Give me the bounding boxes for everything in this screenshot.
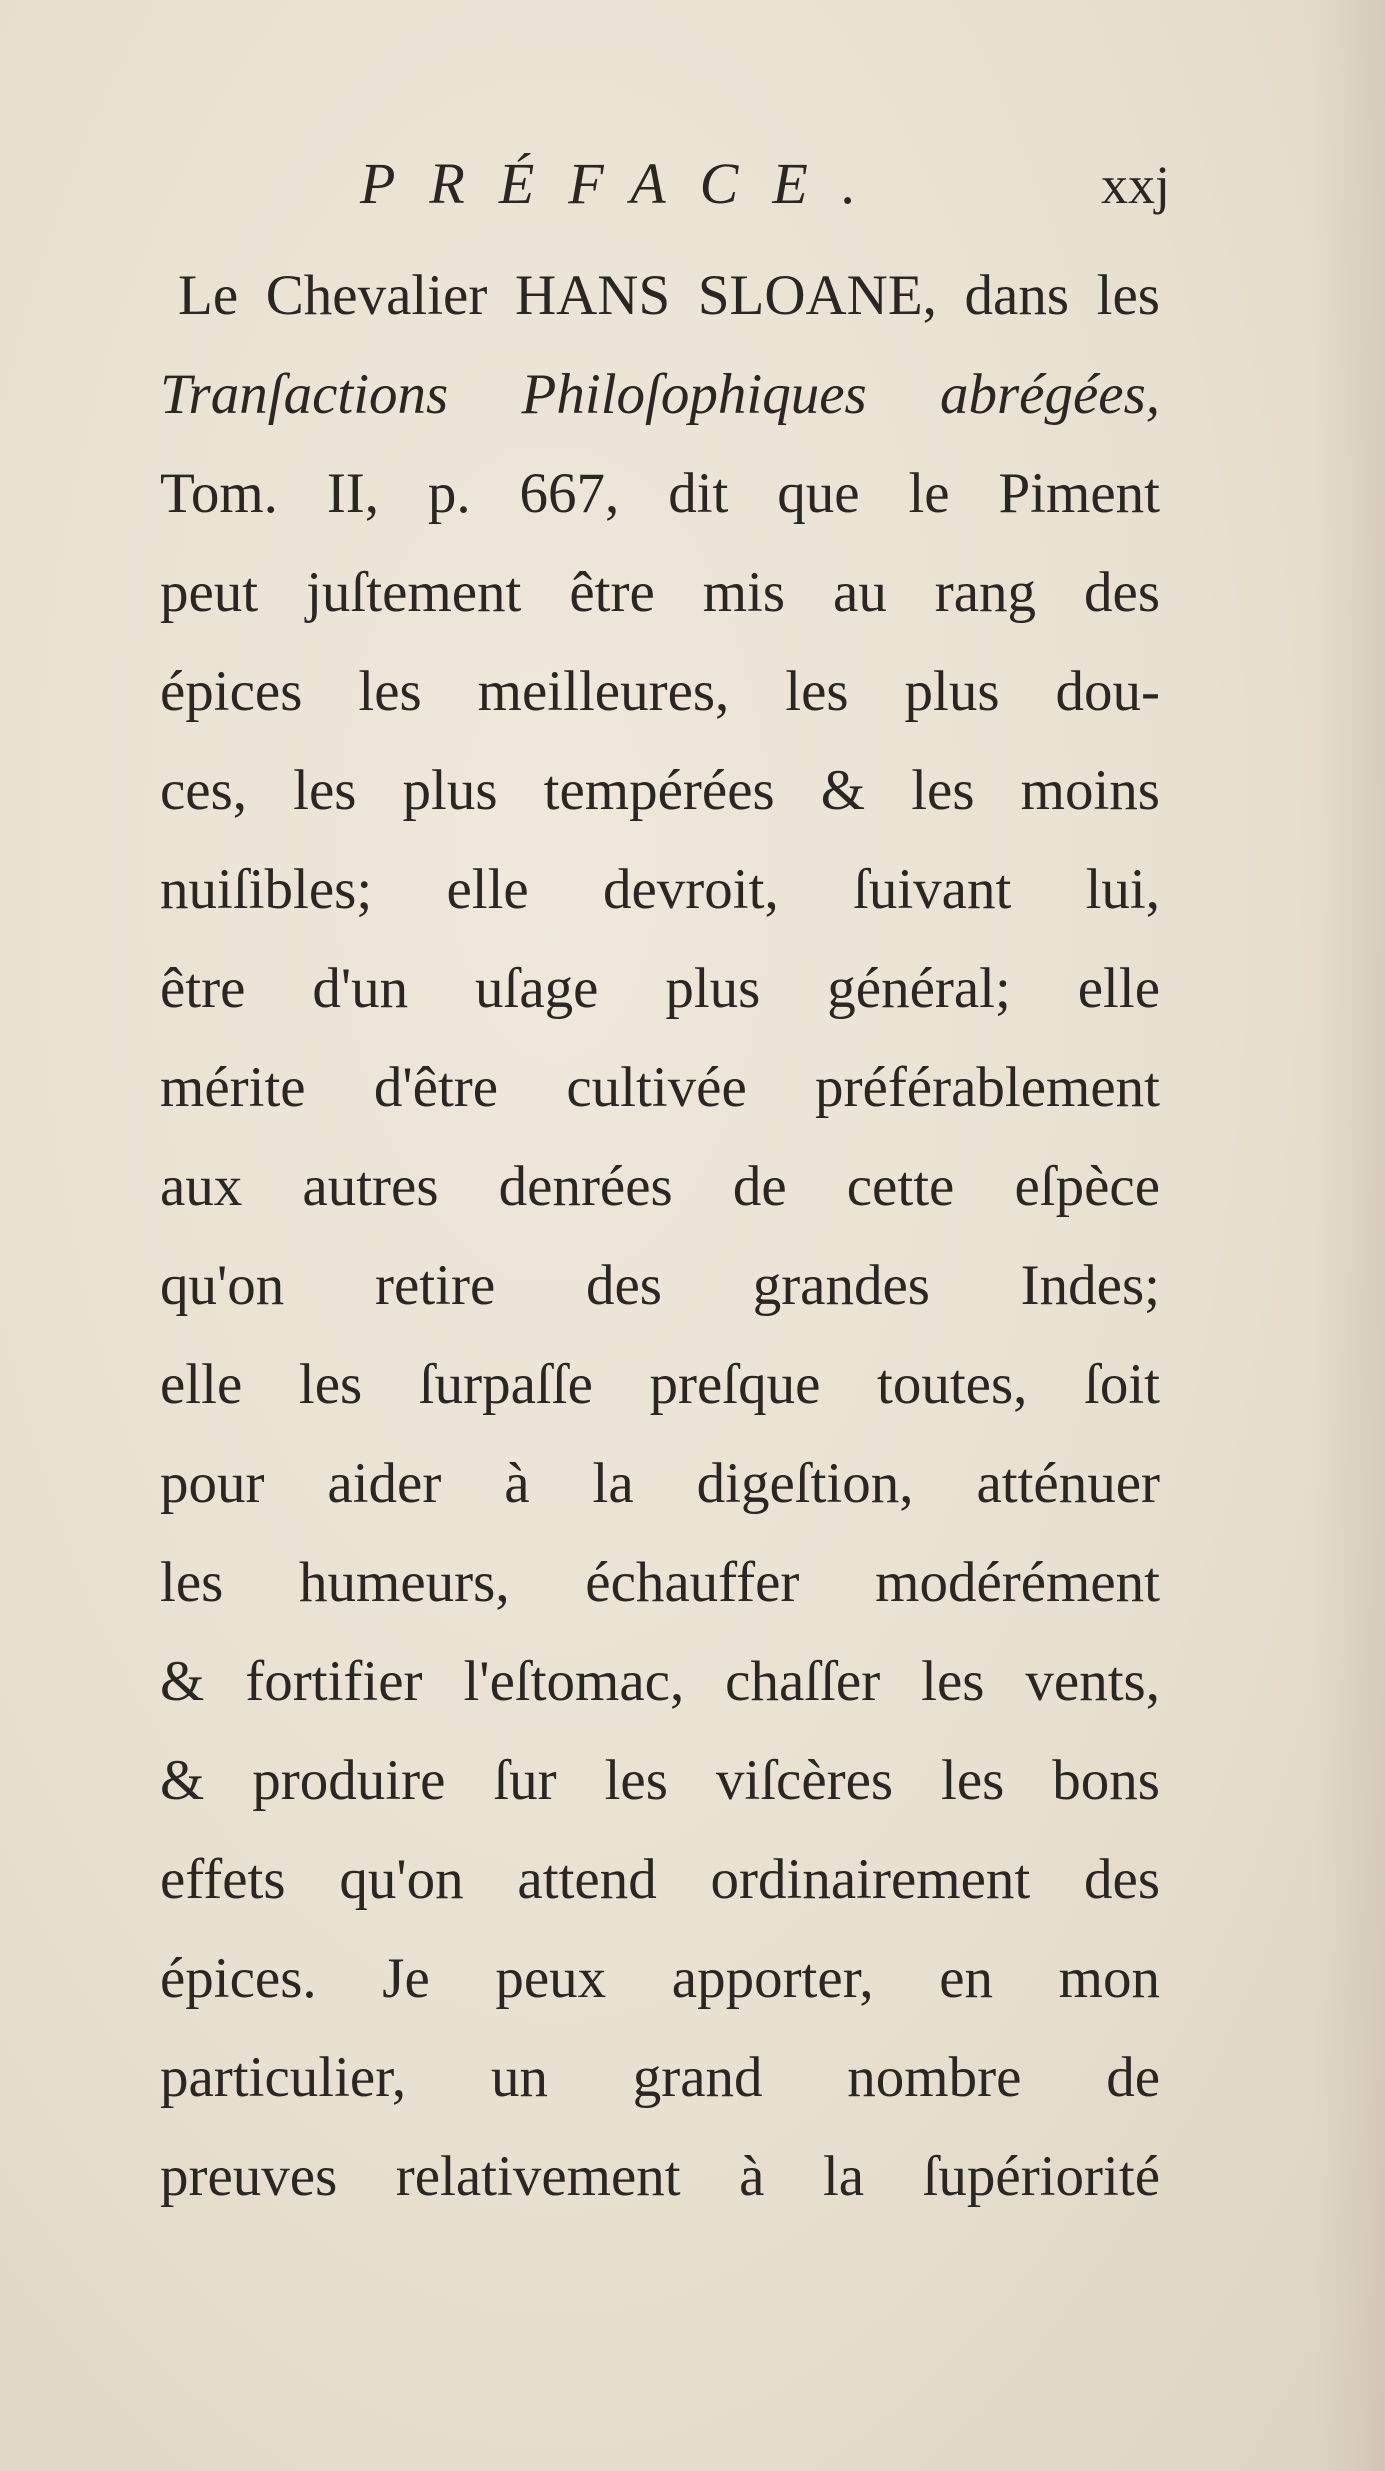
text-line: Tranſactions Philoſophiques abrégées, [160,363,1160,426]
text-line: peut juſtement être mis au rang des [160,561,1160,624]
text-line: elle les ſurpaſſe preſque toutes, ſoit [160,1353,1160,1416]
text-line: épices les meilleures, les plus dou- [160,660,1160,723]
text-line: Le Chevalier HANS SLOANE, dans les [178,264,1160,327]
text-line: nuiſibles; elle devroit, ſuivant lui, [160,858,1160,921]
page-edge-shadow [1315,0,1385,2471]
text-line: effets qu'on attend ordinairement des [160,1848,1160,1911]
text-line: les humeurs, échauffer modérément [160,1551,1160,1614]
running-head [160,150,1170,220]
text-line: qu'on retire des grandes Indes; [160,1254,1160,1317]
text-line: Tom. II, p. 667, dit que le Piment [160,462,1160,525]
text-line: mérite d'être cultivée préférablement [160,1056,1160,1119]
text-line: épices. Je peux apporter, en mon [160,1947,1160,2010]
text-line: particulier, un grand nombre de [160,2046,1160,2109]
body-text [160,246,1160,2226]
text-line: ces, les plus tempérées & les moins [160,759,1160,822]
text-line: être d'un uſage plus général; elle [160,957,1160,1020]
text-line: aux autres denrées de cette eſpèce [160,1155,1160,1218]
text-line: pour aider à la digeſtion, atténuer [160,1452,1160,1515]
running-head-title: PRÉFACE. [360,151,891,216]
text-line: & produire ſur les viſcères les bons [160,1749,1160,1812]
page-number: xxj [1100,155,1170,215]
text-line: preuves relativement à la ſupériorité [160,2145,1160,2208]
text-line: & fortifier l'eſtomac, chaſſer les vents, [160,1650,1160,1713]
